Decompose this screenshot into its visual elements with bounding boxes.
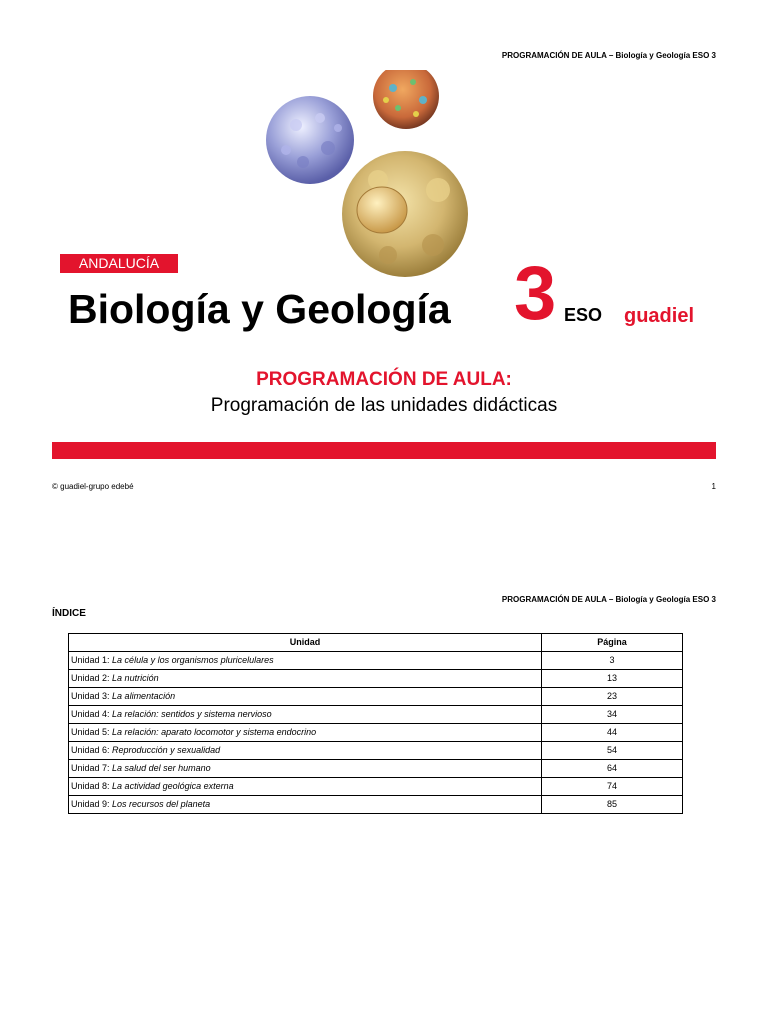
table-row [69, 670, 683, 688]
page-cell: 74 [542, 778, 683, 796]
page-cell: 85 [542, 796, 683, 814]
page-cell: 34 [542, 706, 683, 724]
unit-cell [69, 688, 542, 706]
unit-cell [69, 760, 542, 778]
table-header-row [69, 634, 683, 652]
unit-title: La salud del ser humano [112, 763, 211, 773]
unit-cell [69, 778, 542, 796]
page-cell: 64 [542, 760, 683, 778]
unit-number: Unidad 7: [71, 763, 110, 773]
table-row [69, 724, 683, 742]
table-row [69, 706, 683, 724]
unit-cell [69, 670, 542, 688]
column-header-page: Página [542, 634, 683, 652]
unit-title: Reproducción y sexualidad [112, 745, 221, 755]
cells-illustration [258, 70, 478, 285]
grade-level: ESO [564, 305, 603, 325]
index-table [68, 633, 683, 814]
unit-title: La relación: sentidos y sistema nervioso [112, 709, 272, 719]
unit-number: Unidad 8: [71, 781, 110, 791]
page-cell: 13 [542, 670, 683, 688]
column-header-unit: Unidad [69, 634, 542, 652]
index-title: ÍNDICE [52, 608, 86, 619]
unit-number: Unidad 2: [71, 673, 110, 683]
tan-cell [342, 151, 468, 277]
unit-number: Unidad 9: [71, 799, 110, 809]
document-description: Programación de las unidades didácticas [210, 395, 558, 416]
region-badge: ANDALUCÍA [60, 254, 178, 273]
unit-number: Unidad 3: [71, 691, 110, 701]
table-row [69, 778, 683, 796]
unit-cell [69, 742, 542, 760]
table-row [69, 652, 683, 670]
page-cell: 54 [542, 742, 683, 760]
blue-cell [266, 96, 354, 184]
grade-number: 3 [514, 251, 557, 336]
footer-page-number: 1 [711, 482, 716, 491]
book-title: Biología y Geología [68, 286, 451, 332]
document-subtitle: PROGRAMACIÓN DE AULA: [256, 369, 512, 390]
unit-title: La nutrición [112, 673, 159, 683]
page-header: PROGRAMACIÓN DE AULA – Biología y Geología ESO 3 [501, 51, 716, 60]
page-header-2: PROGRAMACIÓN DE AULA – Biología y Geología ESO 3 [501, 595, 716, 604]
unit-number: Unidad 1: [71, 655, 110, 665]
table-row [69, 688, 683, 706]
table-row [69, 760, 683, 778]
footer-copyright: © guadiel-grupo edebé [52, 482, 134, 491]
unit-title: La actividad geológica externa [112, 781, 234, 791]
page-cell: 3 [542, 652, 683, 670]
red-divider-bar [52, 442, 716, 459]
unit-cell [69, 652, 542, 670]
publisher-brand: guadiel [624, 305, 695, 327]
unit-title: Los recursos del planeta [112, 799, 211, 809]
unit-cell [69, 706, 542, 724]
table-row [69, 742, 683, 760]
unit-cell [69, 796, 542, 814]
unit-number: Unidad 6: [71, 745, 110, 755]
unit-number: Unidad 4: [71, 709, 110, 719]
page-cell: 23 [542, 688, 683, 706]
unit-title: La célula y los organismos pluricelulares [112, 655, 274, 665]
orange-cell [373, 70, 439, 129]
unit-title: La relación: aparato locomotor y sistema endocrino [112, 727, 317, 737]
unit-title: La alimentación [112, 691, 176, 701]
table-row [69, 796, 683, 814]
unit-cell [69, 724, 542, 742]
unit-number: Unidad 5: [71, 727, 110, 737]
page-cell: 44 [542, 724, 683, 742]
